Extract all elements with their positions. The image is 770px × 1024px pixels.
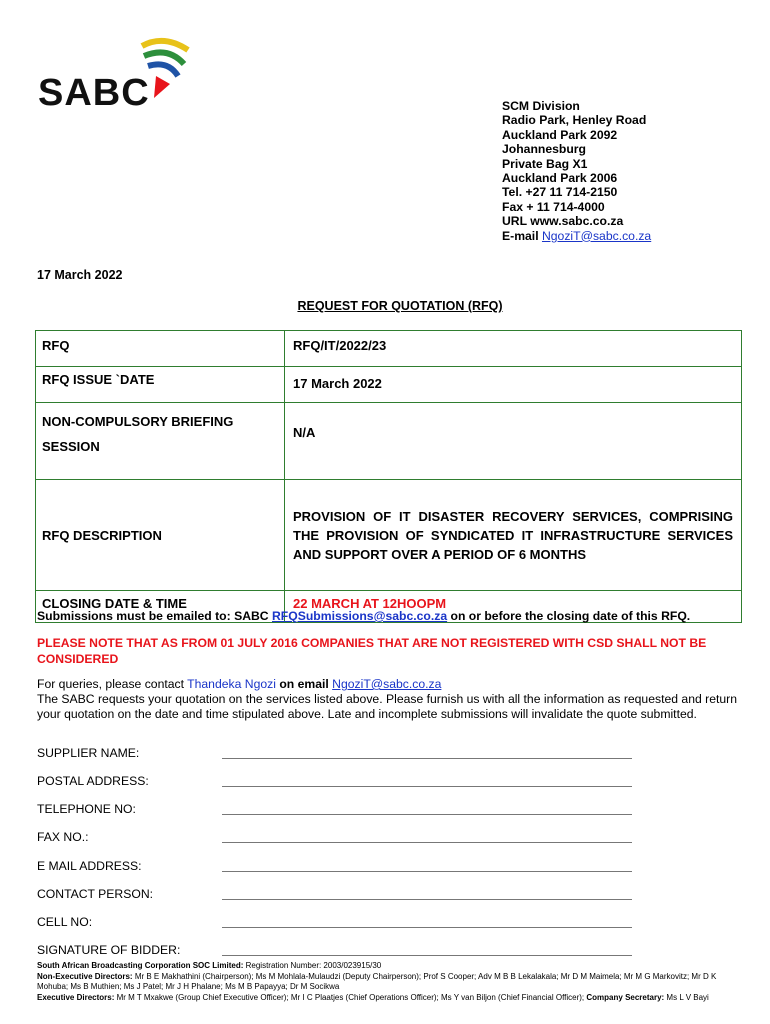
- logo-text: SABC: [38, 72, 150, 114]
- submission-email-link[interactable]: RFQSubmissions@sabc.co.za: [272, 609, 448, 623]
- query-line: [37, 677, 737, 692]
- footer-exec-label: Executive Directors:: [37, 992, 115, 1002]
- sabc-arcs-icon: [134, 36, 194, 108]
- footer-company-text: Registration Number: 2003/023915/30: [243, 961, 382, 970]
- field-label: E MAIL ADDRESS:: [37, 859, 142, 873]
- address-line: Radio Park, Henley Road: [502, 113, 647, 128]
- fax-field[interactable]: [37, 830, 637, 846]
- address-line: Johannesburg: [502, 142, 586, 157]
- contact-person-field[interactable]: [37, 887, 637, 903]
- briefing-value-text: N/A: [293, 425, 316, 440]
- table-row: [36, 403, 742, 480]
- field-line[interactable]: [222, 842, 632, 843]
- footer-exec: [37, 993, 734, 1004]
- description-label: RFQ DESCRIPTION: [36, 480, 285, 591]
- briefing-label-line1: NON-COMPULSORY BRIEFING: [42, 414, 234, 429]
- contact-name: Thandeka Ngozi: [187, 677, 276, 691]
- footer-exec-text: Mr M T Mxakwe (Group Chief Executive Officer); Mr I C Plaatjes (Chief Operations Officer); Ms Y van Biljon (Chief Financial Officer);: [114, 992, 587, 1002]
- csd-notice: PLEASE NOTE THAT AS FROM 01 JULY 2016 COMPANIES THAT ARE NOT REGISTERED WITH CSD SHALL NOT BE CONSIDERED: [37, 636, 707, 666]
- address-line: Fax + 11 714-4000: [502, 199, 605, 214]
- query-middle: on email: [275, 677, 333, 691]
- field-line[interactable]: [222, 899, 632, 900]
- rfq-value: RFQ/IT/2022/23: [285, 331, 742, 367]
- address-line: Auckland Park 2092: [502, 127, 618, 142]
- company-footer: [37, 961, 734, 1003]
- closing-label: CLOSING DATE & TIME: [36, 591, 285, 623]
- footer-company: [37, 961, 734, 972]
- description-text: PROVISION OF IT DISASTER RECOVERY SERVICES, COMPRISING THE PROVISION OF SYNDICATED IT INFRASTRUCTURE SERVICES AND SUPPORT OVER A PERIOD OF 6 MONTHS: [293, 508, 733, 562]
- description-value: [285, 480, 742, 591]
- field-label: SIGNATURE OF BIDDER:: [37, 943, 181, 957]
- footer-nonexec-label: Non-Executive Directors:: [37, 971, 133, 981]
- email-address-field[interactable]: [37, 859, 637, 875]
- address-line: URL www.sabc.co.za: [502, 214, 624, 229]
- page-title: REQUEST FOR QUOTATION (RFQ): [297, 299, 503, 313]
- submission-instructions: [37, 609, 690, 623]
- address-line: Tel. +27 11 714-2150: [502, 185, 618, 200]
- field-line[interactable]: [222, 758, 632, 759]
- query-prefix: For queries, please contact: [37, 677, 188, 691]
- address-line: SCM Division: [502, 99, 580, 113]
- address-email-line: [502, 229, 651, 243]
- address-line: Private Bag X1: [502, 156, 588, 171]
- field-label: CONTACT PERSON:: [37, 887, 154, 901]
- footer-secretary-text: Ms L V Bayi: [664, 992, 709, 1002]
- query-email-link[interactable]: NgoziT@sabc.co.za: [332, 677, 442, 691]
- footer-nonexec-text: Mr B E Makhathini (Chairperson); Ms M Mohlala-Mulaudzi (Deputy Chairperson); Prof S Cooper; Adv M B B Lekalakala; Mr D M Maimela; Mr M G Markovitz; Mr D K Mohuba; Ms B Muthien; Ms J Patel; Mr J H Phalane; Ms M B Papayya; Dr M Socikwa: [37, 971, 717, 992]
- email-label: E-mail: [502, 228, 542, 243]
- telephone-field[interactable]: [37, 802, 637, 818]
- field-line[interactable]: [222, 927, 632, 928]
- submission-prefix: Submissions must be emailed to: SABC: [37, 609, 272, 623]
- instructions-paragraph: The SABC requests your quotation on the services listed above. Please furnish us with all the information as requested and return your quotation on the date and time stipulated above. Late and incomplete submissions will invalidate the quote submitted.: [37, 691, 737, 721]
- field-label: CELL NO:: [37, 915, 93, 929]
- sabc-logo: [38, 36, 188, 116]
- field-line[interactable]: [222, 955, 632, 956]
- table-row: [36, 480, 742, 591]
- field-line[interactable]: [222, 871, 632, 872]
- submission-suffix: on or before the closing date of this RFQ.: [447, 609, 691, 623]
- footer-company-label: South African Broadcasting Corporation SOC Limited:: [37, 961, 244, 970]
- issue-date-value: [285, 367, 742, 403]
- signature-field[interactable]: [37, 943, 637, 959]
- supplier-name-field[interactable]: [37, 746, 637, 762]
- briefing-label-line2: SESSION: [42, 439, 100, 454]
- address-line: Auckland Park 2006: [502, 171, 618, 186]
- briefing-value: [285, 403, 742, 480]
- footer-secretary-label: Company Secretary:: [586, 992, 665, 1002]
- document-date: 17 March 2022: [37, 268, 123, 282]
- field-label: SUPPLIER NAME:: [37, 746, 140, 760]
- field-label: TELEPHONE NO:: [37, 802, 136, 816]
- field-label: POSTAL ADDRESS:: [37, 774, 149, 788]
- footer-nonexec: [37, 972, 734, 993]
- issue-date-label: RFQ ISSUE `DATE: [36, 367, 285, 403]
- rfq-details-table: [35, 330, 742, 623]
- field-line[interactable]: [222, 786, 632, 787]
- field-line[interactable]: [222, 814, 632, 815]
- cell-field[interactable]: [37, 915, 637, 931]
- issue-date-text: 17 March 2022: [293, 376, 382, 391]
- table-row: [36, 331, 742, 367]
- rfq-label: RFQ: [36, 331, 285, 367]
- queries-section: [37, 677, 737, 721]
- table-row: [36, 367, 742, 403]
- briefing-label: [36, 403, 285, 480]
- address-block: [502, 99, 651, 243]
- closing-value: 22 MARCH AT 12HOOPM: [285, 591, 742, 623]
- postal-address-field[interactable]: [37, 774, 637, 790]
- field-label: FAX NO.:: [37, 830, 89, 844]
- email-link[interactable]: NgoziT@sabc.co.za: [541, 228, 652, 243]
